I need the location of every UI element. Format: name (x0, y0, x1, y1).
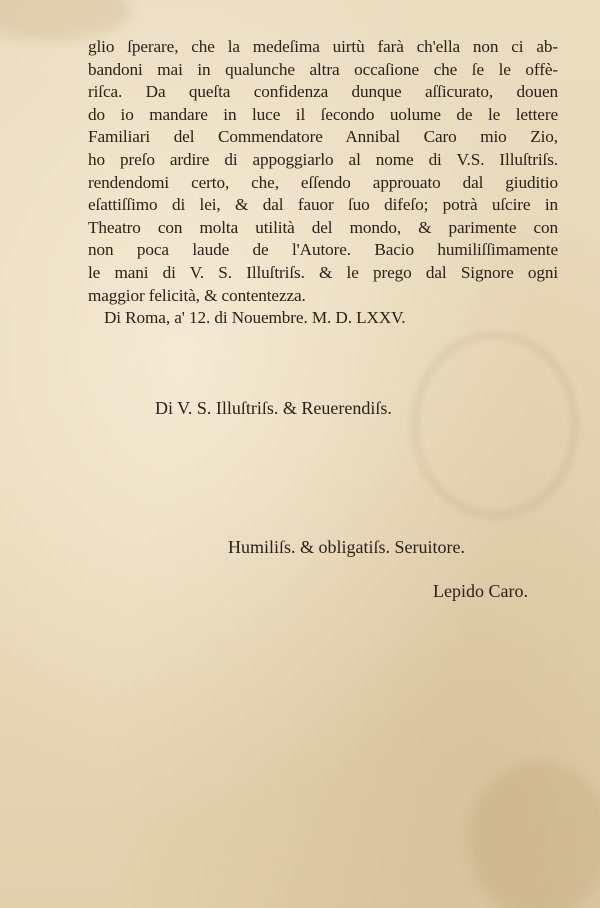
servant-line: Humiliſs. & obligatiſs. Seruitore. (228, 537, 465, 557)
text-line: le mani di V. S. Illuſtriſs. & le prego dal Signore ogni (88, 262, 558, 282)
text-line: glio ſperare, che la medeſima uirtù farà ch'ella non ci ab- (88, 37, 558, 56)
text-line: do io mandare in luce il ſecondo uolume de le lettere (88, 104, 558, 124)
signature: Lepido Caro. (433, 581, 528, 601)
paper-stain (470, 760, 600, 908)
text-line: eſattiſſimo di lei, & dal fauor ſuo difeſo; potrà uſcire in (88, 195, 558, 215)
text-line: Familiari del Commendatore Annibal Caro mio Zio, (88, 127, 558, 147)
ink-bleed-through (410, 330, 580, 520)
text-line: rendendomi certo, che, eſſendo approuato dal giuditio (88, 172, 558, 192)
text-line: bandoni mai in qualunche altra occaſione che ſe le offè- (88, 59, 558, 79)
paper-stain (0, 0, 130, 40)
text-line: non poca laude de l'Autore. Bacio humiliſſimamente (88, 240, 558, 260)
letter-body (88, 36, 558, 330)
text-line: Theatro con molta utilità del mondo, & parimente con (88, 217, 558, 237)
salutation: Di V. S. Illuſtriſs. & Reuerendiſs. (155, 398, 392, 418)
text-line: maggior felicità, & contentezza. (88, 285, 306, 305)
dateline: Di Roma, a' 12. di Nouembre. M. D. LXXV. (104, 308, 406, 328)
text-line: riſca. Da queſta confidenza dunque aſſicurato, douen (88, 82, 558, 102)
text-line: ho preſo ardire di appoggiarlo al nome di V.S. Illuſtriſs. (88, 149, 558, 169)
